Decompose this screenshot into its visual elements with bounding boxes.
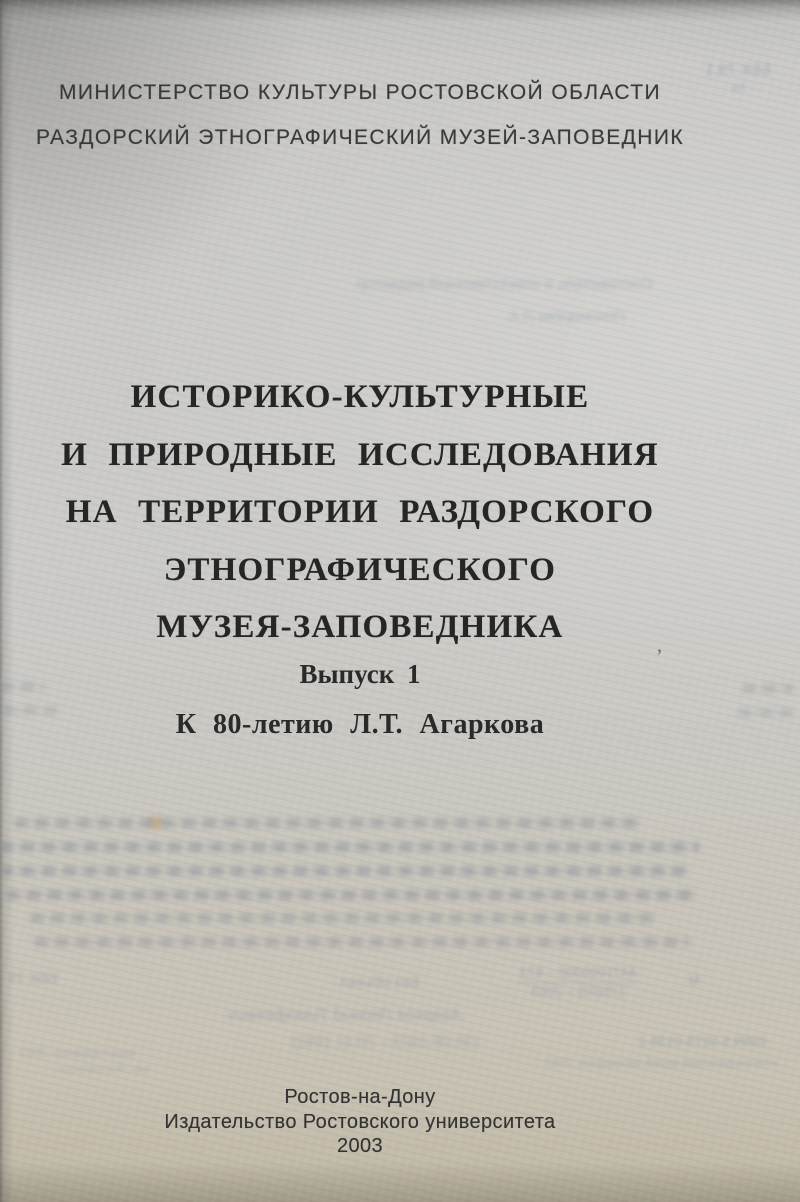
showthrough-credit-bottom: 175(03) – 2003 [530, 983, 626, 999]
showthrough-person-name: Агарков Леонид Тимофеевич [228, 1005, 462, 1024]
ghost-paragraph-line [0, 866, 688, 876]
showthrough-copyright: этнографический музей-заповедник, 2003 [545, 1056, 779, 1070]
ghost-paragraph-line [14, 818, 642, 828]
showthrough-number-sign: № [731, 80, 745, 95]
showthrough-editor-label: Составитель и ответственный редактор [357, 276, 653, 293]
book-title [0, 369, 720, 657]
margin-speck-right [742, 684, 794, 693]
title-line-1: ИСТОРИКО-КУЛЬТУРНЫЕ [130, 379, 590, 415]
title-line-4: ЭТНОГРАФИЧЕСКОГО [163, 551, 557, 588]
title-line-2: И ПРИРОДНЫЕ ИССЛЕДОВАНИЯ [61, 436, 659, 473]
ministry-line: МИНИСТЕРСТВО КУЛЬТУРЫ РОСТОВСКОЙ ОБЛАСТИ [59, 81, 661, 104]
edition-label: Выпуск 1 [299, 659, 421, 689]
ghost-paragraph-line [30, 913, 658, 923]
title-line-5: МУЗЕЯ-ЗАПОВЕДНИКА [156, 609, 564, 645]
ink-speck: ʼ [656, 646, 663, 668]
showthrough-credit-top: 4471000000 – 673 [520, 964, 637, 983]
museum-line: РАЗДОРСКИЙ ЭТНОГРАФИЧЕСКИЙ МУЗЕЙ-ЗАПОВЕДНИК [36, 126, 684, 149]
imprint-year: 2003 [336, 1135, 384, 1157]
margin-speck-right-2 [738, 708, 794, 717]
showthrough-isbn: ISBN 5-9275-0136-2 [638, 1033, 767, 1049]
imprint-publisher: Издательство Ростовского университета [164, 1110, 556, 1133]
imprint-city: Ростов-на-Дону [284, 1086, 436, 1108]
showthrough-print-info-2: тип. Ростовского [58, 1062, 151, 1076]
ghost-paragraph-line [6, 890, 698, 900]
showthrough-bbk-bottom: ББК 79 [8, 970, 58, 987]
dedication-line: К 80-летию Л.Т. Агаркова [175, 709, 545, 740]
showthrough-editor-name: Пономарёва Л.А. [505, 308, 625, 325]
showthrough-print-info-1: малотиражная, 2003 [20, 1046, 136, 1060]
title-line-3: НА ТЕРРИТОРИИ РАЗДОРСКОГО [65, 494, 655, 530]
paper-stain [148, 816, 163, 829]
imprint-block [0, 1085, 720, 1159]
showthrough-person-dates: (30.08.1923 – 20.11.1992) [291, 1034, 479, 1051]
showthrough-credit [520, 964, 637, 999]
showthrough-credit-m: М [688, 972, 700, 988]
showthrough-no-announce: Без объявл. [336, 974, 420, 991]
showthrough-bbk-top-text: ББК 79.1 [705, 62, 771, 79]
ghost-paragraph-line [0, 842, 700, 852]
ghost-paragraph-line [34, 937, 690, 947]
showthrough-editor-block [285, 276, 725, 325]
